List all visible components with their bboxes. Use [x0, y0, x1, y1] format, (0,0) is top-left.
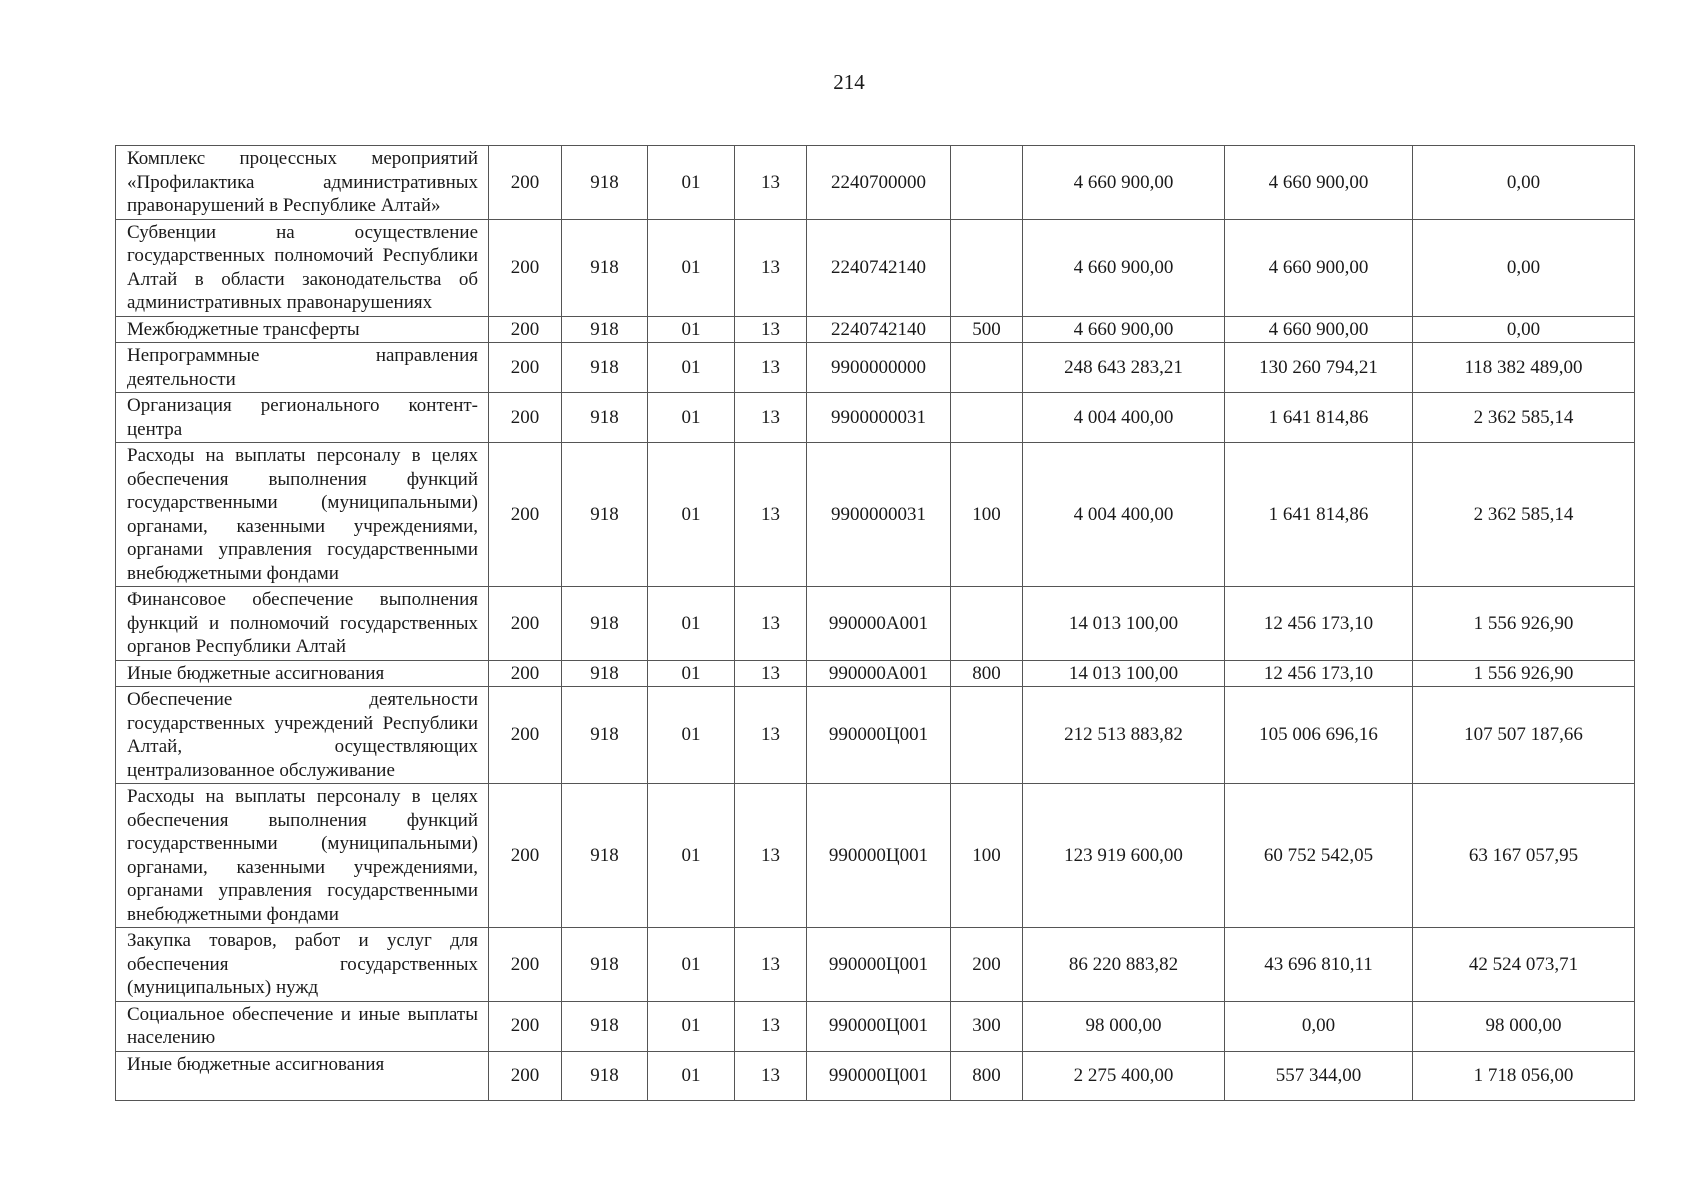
- row-code-2: 918: [562, 343, 648, 393]
- row-amount-executed: 12 456 173,10: [1225, 587, 1413, 661]
- row-section: 01: [648, 443, 735, 587]
- row-subsection: 13: [735, 443, 807, 587]
- row-amount-executed: 0,00: [1225, 1001, 1413, 1051]
- row-name: Обеспечение деятельности государственных учреждений Республики Алтай, осуществляющих централизованное обслуживание: [116, 687, 489, 784]
- row-section: 01: [648, 343, 735, 393]
- row-expense-type: [951, 687, 1023, 784]
- table-row: [116, 1051, 1635, 1100]
- row-section: 01: [648, 1001, 735, 1051]
- row-amount-executed: 1 641 814,86: [1225, 443, 1413, 587]
- row-expense-type: 300: [951, 1001, 1023, 1051]
- table-row: [116, 343, 1635, 393]
- row-amount-executed: 130 260 794,21: [1225, 343, 1413, 393]
- row-target-article: 990000Ц001: [807, 784, 951, 928]
- row-name: Иные бюджетные ассигнования: [116, 1051, 489, 1100]
- row-target-article: 990000Ц001: [807, 928, 951, 1002]
- row-code-1: 200: [489, 146, 562, 220]
- row-target-article: 9900000031: [807, 443, 951, 587]
- row-amount-remaining: 1 718 056,00: [1413, 1051, 1635, 1100]
- row-code-1: 200: [489, 687, 562, 784]
- row-amount-remaining: 63 167 057,95: [1413, 784, 1635, 928]
- row-subsection: 13: [735, 219, 807, 316]
- row-name: Закупка товаров, работ и услуг для обеспечения государственных (муниципальных) нужд: [116, 928, 489, 1002]
- row-name: Финансовое обеспечение выполнения функций и полномочий государственных органов Республики Алтай: [116, 587, 489, 661]
- row-code-1: 200: [489, 443, 562, 587]
- row-amount-remaining: 2 362 585,14: [1413, 393, 1635, 443]
- row-amount-executed: 1 641 814,86: [1225, 393, 1413, 443]
- row-subsection: 13: [735, 587, 807, 661]
- row-code-1: 200: [489, 660, 562, 687]
- row-target-article: 990000А001: [807, 660, 951, 687]
- row-amount-plan: 212 513 883,82: [1023, 687, 1225, 784]
- row-subsection: 13: [735, 146, 807, 220]
- row-amount-remaining: 1 556 926,90: [1413, 587, 1635, 661]
- row-amount-remaining: 2 362 585,14: [1413, 443, 1635, 587]
- table-row: [116, 928, 1635, 1002]
- row-code-2: 918: [562, 393, 648, 443]
- row-amount-plan: 14 013 100,00: [1023, 660, 1225, 687]
- row-name: Субвенции на осуществление государственных полномочий Республики Алтай в области законодательства об административных правонарушениях: [116, 219, 489, 316]
- row-target-article: 2240742140: [807, 316, 951, 343]
- row-code-1: 200: [489, 316, 562, 343]
- row-section: 01: [648, 687, 735, 784]
- row-code-2: 918: [562, 219, 648, 316]
- row-name: Расходы на выплаты персоналу в целях обеспечения выполнения функций государственными (муниципальными) органами, казенными учреждениями, органами управления государственными внебюджетными фондами: [116, 784, 489, 928]
- row-subsection: 13: [735, 687, 807, 784]
- row-section: 01: [648, 660, 735, 687]
- row-code-2: 918: [562, 687, 648, 784]
- row-amount-remaining: 118 382 489,00: [1413, 343, 1635, 393]
- budget-table-body: [116, 146, 1635, 1101]
- row-subsection: 13: [735, 928, 807, 1002]
- row-amount-plan: 2 275 400,00: [1023, 1051, 1225, 1100]
- table-row: [116, 146, 1635, 220]
- row-section: 01: [648, 316, 735, 343]
- row-name: Расходы на выплаты персоналу в целях обеспечения выполнения функций государственными (муниципальными) органами, казенными учреждениями, органами управления государственными внебюджетными фондами: [116, 443, 489, 587]
- row-code-1: 200: [489, 1051, 562, 1100]
- row-code-2: 918: [562, 660, 648, 687]
- row-code-2: 918: [562, 1001, 648, 1051]
- row-expense-type: [951, 587, 1023, 661]
- row-subsection: 13: [735, 316, 807, 343]
- row-amount-executed: 105 006 696,16: [1225, 687, 1413, 784]
- row-code-1: 200: [489, 928, 562, 1002]
- row-target-article: 2240700000: [807, 146, 951, 220]
- row-section: 01: [648, 587, 735, 661]
- row-target-article: 990000Ц001: [807, 1051, 951, 1100]
- row-name: Межбюджетные трансферты: [116, 316, 489, 343]
- row-expense-type: 800: [951, 1051, 1023, 1100]
- row-amount-plan: 4 660 900,00: [1023, 316, 1225, 343]
- row-target-article: 990000А001: [807, 587, 951, 661]
- row-expense-type: [951, 219, 1023, 316]
- row-code-1: 200: [489, 784, 562, 928]
- row-section: 01: [648, 219, 735, 316]
- table-row: [116, 587, 1635, 661]
- row-name: Непрограммные направления деятельности: [116, 343, 489, 393]
- row-amount-plan: 4 660 900,00: [1023, 219, 1225, 316]
- row-section: 01: [648, 146, 735, 220]
- row-section: 01: [648, 784, 735, 928]
- row-expense-type: 100: [951, 443, 1023, 587]
- row-code-1: 200: [489, 343, 562, 393]
- row-amount-remaining: 98 000,00: [1413, 1001, 1635, 1051]
- row-name: Иные бюджетные ассигнования: [116, 660, 489, 687]
- row-code-2: 918: [562, 1051, 648, 1100]
- row-amount-remaining: 42 524 073,71: [1413, 928, 1635, 1002]
- table-row: [116, 660, 1635, 687]
- row-code-1: 200: [489, 587, 562, 661]
- budget-table: [115, 145, 1635, 1101]
- row-expense-type: [951, 393, 1023, 443]
- row-amount-executed: 60 752 542,05: [1225, 784, 1413, 928]
- row-expense-type: 100: [951, 784, 1023, 928]
- row-section: 01: [648, 393, 735, 443]
- row-amount-executed: 4 660 900,00: [1225, 219, 1413, 316]
- row-amount-plan: 4 004 400,00: [1023, 393, 1225, 443]
- row-code-1: 200: [489, 1001, 562, 1051]
- row-subsection: 13: [735, 660, 807, 687]
- table-row: [116, 316, 1635, 343]
- row-amount-remaining: 0,00: [1413, 316, 1635, 343]
- row-amount-remaining: 107 507 187,66: [1413, 687, 1635, 784]
- row-name: Комплекс процессных мероприятий «Профилактика административных правонарушений в Республике Алтай»: [116, 146, 489, 220]
- page-number: 214: [833, 70, 865, 94]
- table-row: [116, 219, 1635, 316]
- row-amount-executed: 12 456 173,10: [1225, 660, 1413, 687]
- table-row: [116, 1001, 1635, 1051]
- row-subsection: 13: [735, 343, 807, 393]
- table-row: [116, 443, 1635, 587]
- row-amount-plan: 4 004 400,00: [1023, 443, 1225, 587]
- row-subsection: 13: [735, 1051, 807, 1100]
- row-amount-plan: 4 660 900,00: [1023, 146, 1225, 220]
- row-subsection: 13: [735, 1001, 807, 1051]
- row-target-article: 990000Ц001: [807, 1001, 951, 1051]
- row-amount-remaining: 0,00: [1413, 219, 1635, 316]
- row-code-2: 918: [562, 316, 648, 343]
- row-amount-plan: 98 000,00: [1023, 1001, 1225, 1051]
- row-name: Социальное обеспечение и иные выплаты населению: [116, 1001, 489, 1051]
- row-amount-executed: 43 696 810,11: [1225, 928, 1413, 1002]
- row-amount-plan: 123 919 600,00: [1023, 784, 1225, 928]
- row-code-1: 200: [489, 393, 562, 443]
- row-section: 01: [648, 928, 735, 1002]
- row-section: 01: [648, 1051, 735, 1100]
- row-expense-type: 500: [951, 316, 1023, 343]
- table-row: [116, 687, 1635, 784]
- row-expense-type: 800: [951, 660, 1023, 687]
- row-amount-executed: 4 660 900,00: [1225, 146, 1413, 220]
- row-subsection: 13: [735, 784, 807, 928]
- row-code-2: 918: [562, 587, 648, 661]
- row-amount-plan: 248 643 283,21: [1023, 343, 1225, 393]
- row-amount-plan: 14 013 100,00: [1023, 587, 1225, 661]
- row-amount-remaining: 0,00: [1413, 146, 1635, 220]
- row-expense-type: 200: [951, 928, 1023, 1002]
- row-amount-executed: 557 344,00: [1225, 1051, 1413, 1100]
- row-code-2: 918: [562, 784, 648, 928]
- row-name: Организация регионального контент-центра: [116, 393, 489, 443]
- row-code-2: 918: [562, 443, 648, 587]
- row-amount-executed: 4 660 900,00: [1225, 316, 1413, 343]
- row-subsection: 13: [735, 393, 807, 443]
- row-code-2: 918: [562, 146, 648, 220]
- row-expense-type: [951, 146, 1023, 220]
- row-code-2: 918: [562, 928, 648, 1002]
- row-target-article: 990000Ц001: [807, 687, 951, 784]
- row-code-1: 200: [489, 219, 562, 316]
- table-row: [116, 393, 1635, 443]
- row-target-article: 9900000031: [807, 393, 951, 443]
- table-row: [116, 784, 1635, 928]
- row-amount-remaining: 1 556 926,90: [1413, 660, 1635, 687]
- row-target-article: 2240742140: [807, 219, 951, 316]
- row-expense-type: [951, 343, 1023, 393]
- row-target-article: 9900000000: [807, 343, 951, 393]
- row-amount-plan: 86 220 883,82: [1023, 928, 1225, 1002]
